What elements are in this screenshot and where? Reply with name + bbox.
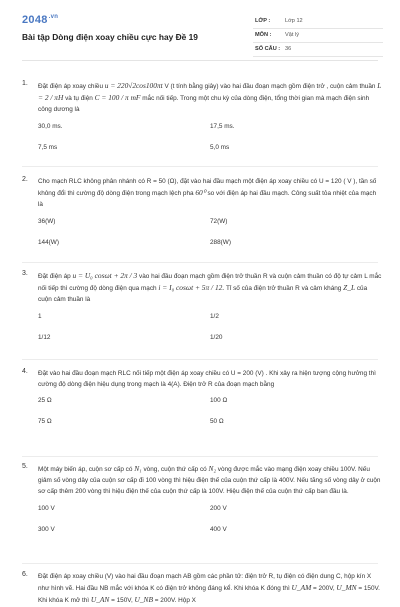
text-part: = 150V. Khi khóa K mở thì [38,585,380,605]
answer-options [38,211,382,257]
question-divider [22,563,378,564]
text-part: = 200V. Hộp X [153,597,196,605]
formula: u = 220√2cos100πt [104,81,163,90]
text-part: Đặt điện áp [38,273,73,280]
text-part: = 200V, [311,585,337,593]
option-d[interactable]: 1/20 [210,333,223,341]
text-part: vòng, cuộn thứ cấp có [141,466,209,473]
option-b[interactable]: 1/2 [210,312,219,320]
text-part: của cuộn cảm thuần là [38,285,368,304]
option-c[interactable]: 300 V [38,525,55,533]
text-part: Đặt điện áp xoay chiều [38,83,105,90]
question-2 [22,176,382,257]
option-d[interactable]: 400 V [210,525,227,533]
question-number: 2. [22,176,28,183]
meta-table [253,15,383,57]
option-b[interactable]: 72(W) [210,217,228,225]
meta-value: 36 [285,46,292,52]
option-a[interactable]: 30,0 ms. [38,122,63,130]
meta-key: LỚP : [255,18,271,24]
document-header [0,0,400,60]
question-5 [22,463,382,544]
option-c[interactable]: 7,5 ms [38,143,58,151]
text-part: V (t tính bằng giây) vào hai đầu đoạn mạch gồm điện trở , cuộn cảm thuần [162,83,378,90]
option-a[interactable]: 100 V [38,504,55,512]
formula: Z_L [343,283,356,293]
question-number: 6. [22,571,28,578]
question-divider [22,262,378,263]
formula: N₁ [134,464,142,473]
formula: L = 2 / πH [38,81,382,103]
logo-text: 2048 [22,14,48,26]
question-number: 4. [22,368,28,375]
formula: u = U₀ cosωt + 2π / 3 [72,271,138,280]
text-part: Đặt điện áp xoay chiều (V) vào hai đầu đoạn mạch AB gồm các phần tử: điện trở R, tụ điện có điện dung C, hộp kín X như hình vẽ. Hai đầu NB mắc với khóa K có điện trở không đáng kể. Khi khóa K đóng thì [38,573,372,593]
meta-key: SỐ CÂU : [255,46,281,52]
answer-options [38,306,382,352]
text-part: Đặt vào hai đầu đoạn mạch RLC nối tiếp một điện áp xoay chiều có U = 200 (V) . Khi xảy ra hiện tượng cộng hưởng thì cường độ dòng điện hiệu dụng trong mạch là 4(A). Điện trở R của đoạn mạch bằng [38,370,376,389]
logo-suffix: .vn [48,14,59,21]
question-text [38,463,382,498]
text-part: Tỉ số của điện trở thuần R và cảm kháng [224,285,344,293]
text-part: so với điện áp hai đầu mạch. Công suất tỏa nhiệt của mạch là [38,190,377,209]
meta-value: Vật lý [285,32,299,38]
question-3 [22,270,382,352]
question-text [38,80,382,116]
question-6 [22,571,382,607]
question-divider [22,456,378,457]
question-divider [22,166,378,167]
option-d[interactable]: 288(W) [210,238,231,246]
formula: i = I₀ cosωt + 5π / 12. [158,283,225,293]
meta-row-class [253,15,383,29]
option-a[interactable]: 1 [38,312,42,320]
formula: U_AN [90,595,110,605]
site-logo[interactable] [22,14,58,26]
option-b[interactable]: 200 V [210,504,227,512]
question-text [38,270,382,306]
meta-row-subject [253,29,383,43]
text-part: = 150V, [109,597,135,605]
formula: N₂ [208,464,217,473]
option-b[interactable]: 17,5 ms. [210,122,235,130]
question-number: 3. [22,270,28,277]
header-divider [22,60,378,61]
question-text [38,368,382,390]
text-part: vòng được mắc vào mạng điện xoay chiều 100V. Nếu giảm số vòng dây của cuộn sơ cấp đi 100 vòng thì hiệu điện thế của cuộn thứ cấp là 400V. Nếu tăng số vòng dây ở cuộn sơ cấp thêm 200 vòng thì hiệu điện thế của cuộn thứ cấp là 100V. Hiệu điện thế của cuộn thứ cấp ban đầu là. [38,466,381,496]
option-a[interactable]: 25 Ω [38,397,52,405]
formula: C = 100 / π mF [94,93,141,103]
formula: U_AM [291,583,312,593]
text-part: vào hai đầu đoạn mạch gồm điện trở thuần R và cuộn cảm thuần có độ tự cảm L mắc nối tiếp thì cường độ dòng điện qua mạch [38,273,382,293]
option-b[interactable]: 100 Ω [210,397,228,405]
text-part: và tụ điện [63,95,95,103]
question-number: 5. [22,463,28,470]
formula: U_MN [336,583,357,593]
formula: U_NB [134,595,153,605]
option-c[interactable]: 75 Ω [38,418,52,426]
question-1 [22,80,382,162]
question-number: 1. [22,80,28,87]
text-part: mắc nối tiếp. Trong một chu kỳ của dòng điện, tổng thời gian mà mạch điện sinh công dương là [38,95,370,114]
answer-options [38,390,382,436]
option-c[interactable]: 144(W) [38,238,59,246]
option-d[interactable]: 50 Ω [210,418,224,426]
meta-row-count [253,43,383,57]
option-c[interactable]: 1/12 [38,333,51,341]
answer-options [38,498,382,544]
question-text [38,571,382,607]
meta-value: Lớp 12 [285,18,303,24]
text-part: Một máy biến áp, cuộn sơ cấp có [38,466,135,473]
meta-key: MÔN : [255,32,272,38]
question-text [38,176,382,211]
question-divider [22,359,378,360]
answer-options [38,116,382,162]
question-4 [22,368,382,436]
document-title: Bài tập Dòng điện xoay chiều cực hay Đề 19 [22,32,198,42]
option-a[interactable]: 36(W) [38,217,56,225]
formula: 60⁰ [195,188,206,198]
text-part: Cho mạch RLC không phân nhánh có R = 50 (Ω), đặt vào hai đầu mạch một điện áp xoay chiều có U = 120 ( V ), tần số không đổi thì cường độ dòng điện trong mạch lệch pha [38,178,377,198]
option-d[interactable]: 5,0 ms [210,143,230,151]
